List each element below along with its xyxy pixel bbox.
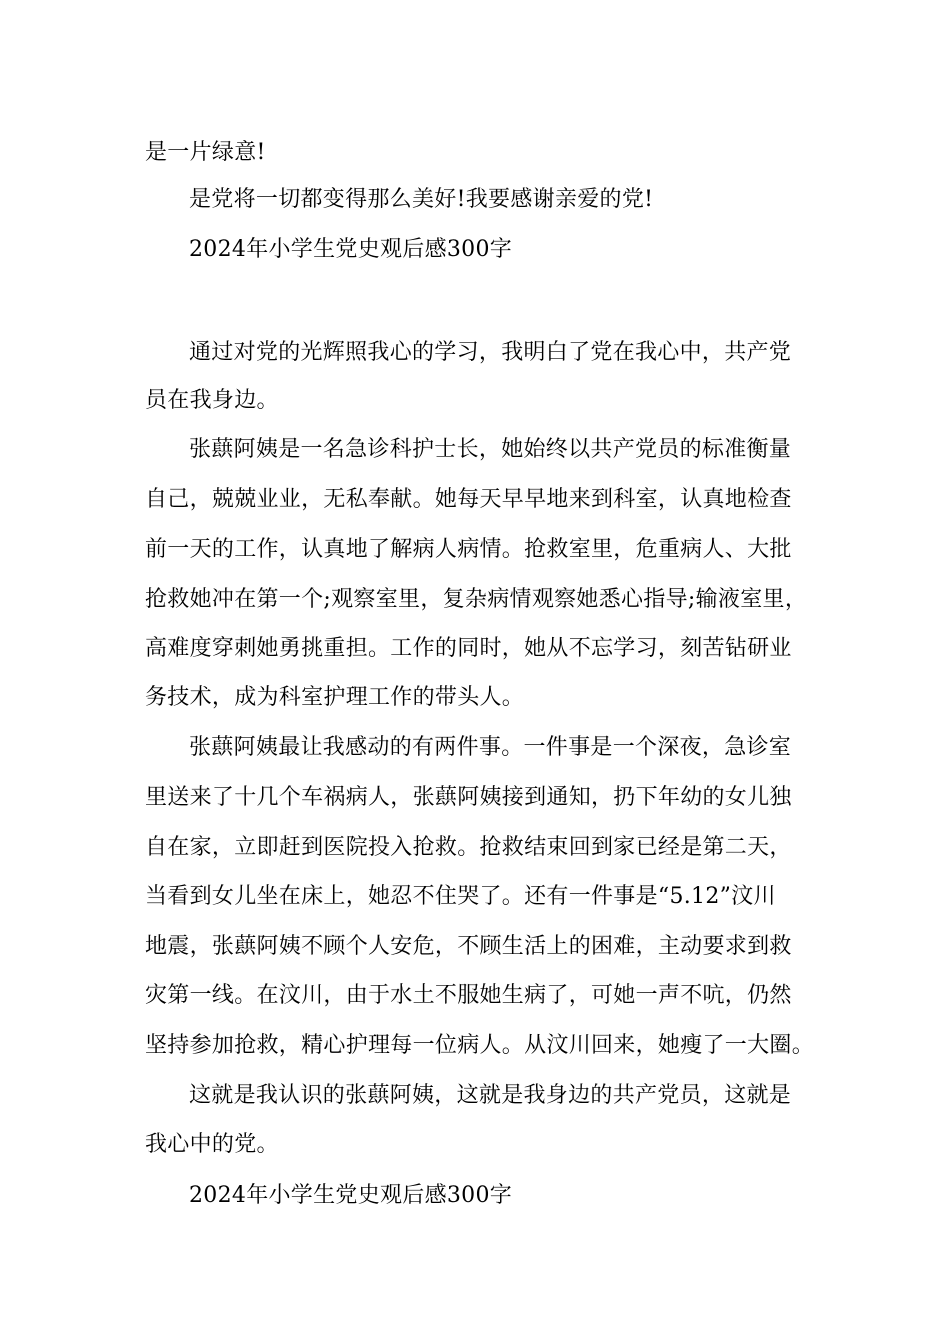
text-line: 这就是我认识的张蕻阿姨，这就是我身边的共产党员，这就是 [189, 1083, 792, 1108]
text-line: 通过对党的光辉照我心的学习，我明白了党在我心中，共产党 [189, 340, 792, 365]
text-line: 抢救她冲在第一个;观察室里，复杂病情观察她悉心指导;输液室里， [145, 587, 808, 612]
text-line: 坚持参加抢救，精心护理每一位病人。从汶川回来，她瘦了一大圈。 [145, 1033, 815, 1058]
text-line: 是党将一切都变得那么美好!我要感谢亲爱的党! [189, 187, 654, 212]
text-line: 自己，兢兢业业，无私奉献。她每天早早地来到科室，认真地检查 [145, 487, 792, 512]
text-line: 灾第一线。在汶川，由于水土不服她生病了，可她一声不吭，仍然 [145, 983, 792, 1008]
text-line: 前一天的工作，认真地了解病人病情。抢救室里，危重病人、大批 [145, 537, 792, 562]
text-line: 高难度穿刺她勇挑重担。工作的同时，她从不忘学习，刻苦钻研业 [145, 636, 792, 661]
text-line: 张蕻阿姨是一名急诊科护士长，她始终以共产党员的标准衡量 [189, 437, 792, 462]
text-line: 里送来了十几个车祸病人，张蕻阿姨接到通知，扔下年幼的女儿独 [145, 785, 792, 810]
text-line: 员在我身边。 [145, 388, 279, 413]
section-title: 2024年小学生党史观后感300字 [189, 1183, 513, 1208]
text-line: 是一片绿意! [145, 140, 266, 165]
text-line: 当看到女儿坐在床上，她忍不住哭了。还有一件事是“5.12”汶川 [145, 884, 776, 909]
text-line: 地震，张蕻阿姨不顾个人安危，不顾生活上的困难，主动要求到救 [145, 934, 792, 959]
text-line: 我心中的党。 [145, 1132, 279, 1157]
text-line: 张蕻阿姨最让我感动的有两件事。一件事是一个深夜，急诊室 [189, 735, 792, 760]
text-line: 自在家，立即赶到医院投入抢救。抢救结束回到家已经是第二天， [145, 835, 792, 860]
section-title: 2024年小学生党史观后感300字 [189, 237, 513, 262]
text-line: 务技术，成为科室护理工作的带头人。 [145, 685, 525, 710]
